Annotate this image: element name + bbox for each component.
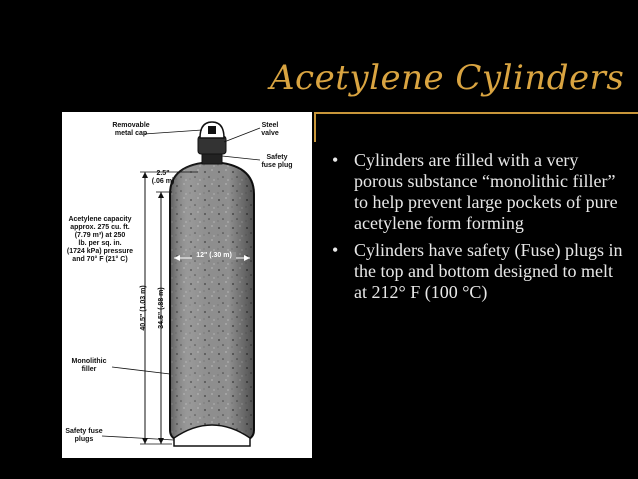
bullet-item [330, 150, 630, 234]
bullet-glyph: • [332, 240, 339, 260]
fuse-plug-top-label: Safety fuse plug [261, 154, 293, 169]
bullet-list [330, 150, 630, 309]
body-height-label: 34.5" (.88 m) [158, 287, 165, 329]
bullet-glyph: • [332, 150, 339, 170]
title-underline [314, 112, 638, 114]
slide-title: Acetylene Cylinders [270, 58, 625, 98]
fuse-plug-bottom-label: Safety fuse plugs [65, 428, 103, 443]
total-height-label: 40.5" (1.03 m) [140, 285, 147, 331]
bullet-text: Cylinders are filled with a very porous substance “monolithic filler” to help prevent large pockets of pure acetylene form forming [354, 150, 618, 233]
cylinder-diagram [62, 112, 312, 458]
capacity-label: Acetylene capacity approx. 275 cu. ft. (7.79 m³) at 250 lb. per sq. in. (1724 kPa) pressure and 70° F (21° C) [66, 216, 134, 263]
shoulder-dimension-label: 2.5" (.06 m) [151, 170, 175, 185]
valve-label: Steel valve [261, 122, 279, 137]
title-rule-vertical [314, 112, 316, 142]
bullet-text: Cylinders have safety (Fuse) plugs in the top and bottom designed to melt at 212° F (100 °C) [354, 240, 623, 302]
bullet-item [330, 240, 630, 303]
filler-label: Monolithic filler [71, 358, 107, 373]
diameter-label: 12" (.30 m) [192, 252, 236, 260]
cap-label: Removable metal cap [112, 122, 150, 137]
